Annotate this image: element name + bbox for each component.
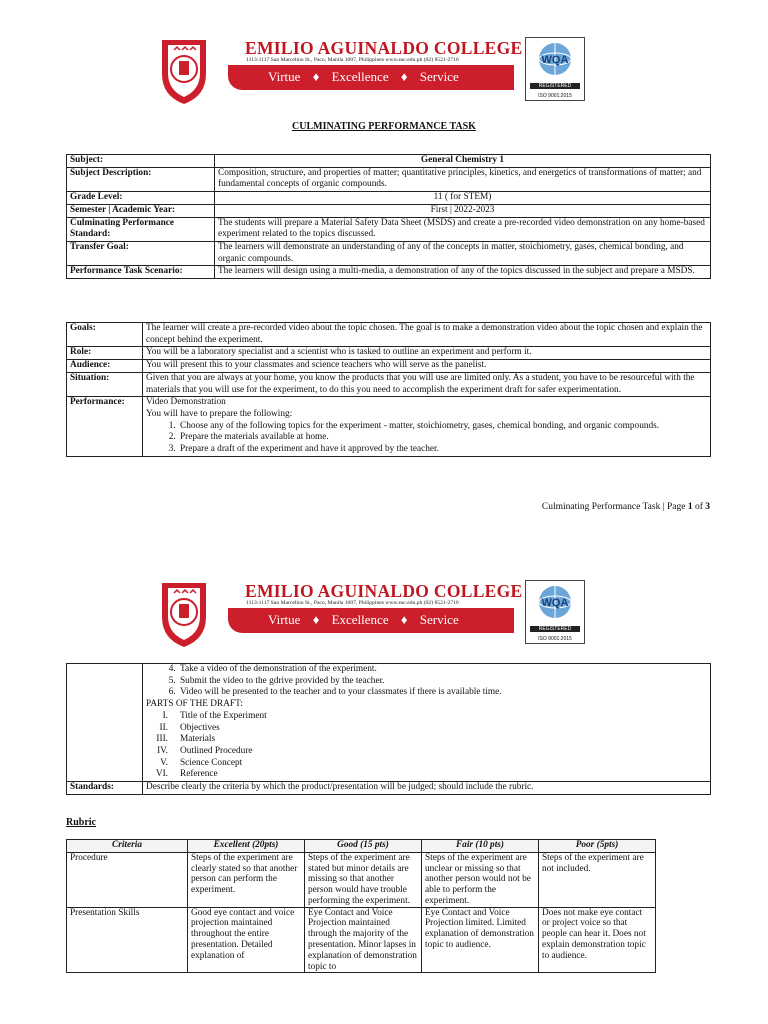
rubric-cell: Eye Contact and Voice Projection maintained through the majority of the presentation. Minor lapses in explanation of demonstration topic to — [305, 907, 422, 973]
steps-list-continued — [146, 664, 707, 699]
standards-label: Standards: — [67, 782, 143, 795]
table-row — [67, 192, 711, 205]
parts-list — [146, 711, 707, 781]
table-row-standards — [67, 782, 711, 795]
page-footer — [542, 502, 710, 512]
table-row — [67, 167, 711, 191]
list-item: 4. Take a video of the demonstration of the experiment. — [178, 664, 707, 676]
table-row — [67, 266, 711, 279]
list-item — [146, 746, 707, 758]
performance-cell — [143, 397, 711, 457]
part-number: IV. — [157, 745, 168, 756]
motto-virtue: Virtue — [268, 69, 301, 84]
row-value: General Chemistry 1 — [215, 155, 711, 168]
table-row — [67, 155, 711, 168]
rubric-row — [67, 852, 656, 907]
row-label: Subject: — [67, 155, 215, 168]
rubric-cell: Good eye contact and voice projection maintained throughout the entire presentation. Detailed explanation of — [188, 907, 305, 973]
steps-list — [146, 421, 707, 456]
part-text: Materials — [180, 734, 216, 745]
rubric-cell: Does not make eye contact or project voice so that people can hear it. Does not explain demonstration topic to audience. — [539, 907, 656, 973]
rubric-column-header: Good (15 pts) — [305, 840, 422, 853]
empty-label-cell — [67, 664, 143, 782]
row-label: Semester | Academic Year: — [67, 204, 215, 217]
row-value: The students will prepare a Material Safety Data Sheet (MSDS) and create a pre-recorded video demonstration on any home-based experiment related to the topics discussed. — [215, 217, 711, 241]
list-item — [146, 734, 707, 746]
motto-separator: ♦ — [400, 612, 408, 627]
part-text: Title of the Experiment — [180, 710, 267, 721]
row-value: Composition, structure, and properties of matter; quantitative principles, kinetics, and energetics of transformations of matter; and fundamental concepts of organic compounds. — [215, 167, 711, 191]
motto-excellence: Excellence — [331, 69, 389, 84]
list-item: 1. Choose any of the following topics for the experiment - matter, stoichiometry, gases, chemical bonding, and organic compounds. — [178, 421, 707, 433]
info-table — [66, 154, 711, 279]
cert-badge: REGISTERED — [530, 83, 580, 89]
table-row — [67, 241, 711, 265]
rubric-column-header: Fair (10 pts) — [422, 840, 539, 853]
wqa-certification-icon — [525, 37, 585, 101]
cert-number: ISO 9001:2015 — [538, 636, 572, 642]
rubric-cell: Procedure — [67, 852, 188, 907]
college-address: 1113-1117 San Marcelino St., Paco, Manila 1007, Philippines www.eac.edu.ph (02) 8521-2710 — [246, 600, 459, 606]
college-address: 1113-1117 San Marcelino St., Paco, Manila 1007, Philippines www.eac.edu.ph (02) 8521-2710 — [246, 57, 459, 63]
globe-icon — [526, 581, 584, 621]
row-value: The learners will design using a multi-media, a demonstration of any of the topics discussed in the subject and prepare a MSDS. — [215, 266, 711, 279]
svg-text:WQA: WQA — [541, 54, 569, 66]
motto-separator: ♦ — [312, 612, 320, 627]
motto-service: Service — [419, 612, 459, 627]
footer-prefix: Culminating Performance Task | Page — [541, 502, 688, 512]
list-item: 2. Prepare the materials available at home. — [178, 432, 707, 444]
rubric-cell: Steps of the experiment are clearly stated so that another person can perform the experiment. — [188, 852, 305, 907]
footer-total: 3 — [705, 502, 710, 512]
cert-badge: REGISTERED — [530, 626, 580, 632]
letterhead — [0, 543, 768, 643]
row-value: The learner will create a pre-recorded video about the topic chosen. The goal is to make a demonstration video about the topic chosen and explain the concept behind the experiment. — [143, 323, 711, 347]
college-seal-icon — [152, 36, 216, 106]
rubric-row — [67, 907, 656, 973]
row-value: 11 ( for STEM) — [215, 192, 711, 205]
list-item — [146, 711, 707, 723]
rubric-cell: Steps of the experiment are unclear or missing so that another person would not be able to perform the experiment. — [422, 852, 539, 907]
rubric-cell: Steps of the experiment are stated but minor details are missing so that another person would have trouble performing the experiment. — [305, 852, 422, 907]
list-item: 5. Submit the video to the gdrive provided by the teacher. — [178, 676, 707, 688]
part-number: VI. — [155, 769, 168, 780]
rubric-column-header: Excellent (20pts) — [188, 840, 305, 853]
performance-line1: Video Demonstration — [146, 397, 226, 408]
row-label: Role: — [67, 347, 143, 360]
row-value: Given that you are always at your home, you know the products that you will use are limited only. As a student, you have to be resourceful with the materials that you will use for the experiment, to do this you need to accomplish the experiment draft for safer experimentation. — [143, 372, 711, 396]
footer-page: 1 — [687, 502, 693, 512]
row-label: Situation: — [67, 372, 143, 396]
svg-text:WQA: WQA — [541, 597, 569, 609]
row-label: Audience: — [67, 360, 143, 373]
rubric-column-header: Criteria — [67, 840, 188, 853]
motto — [268, 69, 468, 85]
rubric-cell: Steps of the experiment are not included. — [539, 852, 656, 907]
document-title: CULMINATING PERFORMANCE TASK — [292, 121, 476, 132]
college-seal-icon — [152, 579, 216, 649]
table-row — [67, 347, 711, 360]
part-number: III. — [156, 734, 168, 745]
row-value: First | 2022-2023 — [215, 204, 711, 217]
part-text: Reference — [180, 769, 218, 780]
college-name: EMILIO AGUINALDO COLLEGE — [245, 581, 523, 601]
row-value: The learners will demonstrate an understanding of any of the concepts in matter, stoichiometry, gases, chemical bonding, and organic compounds. — [215, 241, 711, 265]
list-item — [146, 723, 707, 735]
row-value: You will present this to your classmates and science teachers who will serve as the panelist. — [143, 360, 711, 373]
motto-virtue: Virtue — [268, 612, 301, 627]
table-row — [67, 360, 711, 373]
row-label: Culminating Performance Standard: — [67, 217, 215, 241]
part-number: II. — [159, 722, 168, 733]
rubric-header-row — [67, 840, 656, 853]
letterhead — [0, 0, 768, 100]
list-item — [146, 769, 707, 781]
table-row-performance — [67, 397, 711, 457]
rubric-label: Rubric — [66, 817, 96, 828]
motto — [268, 612, 468, 628]
rubric-cell: Eye Contact and Voice Projection limited. Limited explanation of demonstration topic to audience. — [422, 907, 539, 973]
rubric-cell: Presentation Skills — [67, 907, 188, 973]
table-row — [67, 217, 711, 241]
row-label: Goals: — [67, 323, 143, 347]
page-2 — [0, 543, 768, 1024]
performance-line2: You will have to prepare the following: — [146, 408, 293, 419]
rubric-column-header: Poor (5pts) — [539, 840, 656, 853]
table-row-performance-continued — [67, 664, 711, 782]
row-value: You will be a laboratory specialist and a scientist who is tasked to outline an experiment and perform it. — [143, 347, 711, 360]
wqa-certification-icon — [525, 580, 585, 644]
table-row — [67, 323, 711, 347]
list-item: 6. Video will be presented to the teacher and to your classmates if there is available time. — [178, 687, 707, 699]
grasps-table-continued — [66, 663, 711, 795]
row-label: Transfer Goal: — [67, 241, 215, 265]
table-row — [67, 372, 711, 396]
part-text: Objectives — [180, 722, 220, 733]
motto-separator: ♦ — [312, 69, 320, 84]
grasps-table — [66, 322, 711, 457]
row-label: Grade Level: — [67, 192, 215, 205]
part-number: I. — [162, 710, 168, 721]
row-label: Performance Task Scenario: — [67, 266, 215, 279]
parts-heading: PARTS OF THE DRAFT: — [146, 699, 243, 710]
performance-cell-continued — [143, 664, 711, 782]
table-row — [67, 204, 711, 217]
part-number: V. — [160, 757, 168, 768]
footer-of: of — [692, 502, 706, 512]
college-name: EMILIO AGUINALDO COLLEGE — [245, 38, 523, 58]
standards-value: Describe clearly the criteria by which the product/presentation will be judged; should include the rubric. — [143, 782, 711, 795]
part-text: Outlined Procedure — [180, 745, 253, 756]
list-item — [146, 758, 707, 770]
list-item: 3. Prepare a draft of the experiment and have it approved by the teacher. — [178, 444, 707, 456]
rubric-table — [66, 839, 656, 973]
motto-service: Service — [419, 69, 459, 84]
motto-separator: ♦ — [400, 69, 408, 84]
motto-excellence: Excellence — [331, 612, 389, 627]
performance-label: Performance: — [67, 397, 143, 457]
row-label: Subject Description: — [67, 167, 215, 191]
part-text: Science Concept — [180, 757, 243, 768]
cert-number: ISO 9001:2015 — [538, 93, 572, 99]
globe-icon — [526, 38, 584, 78]
